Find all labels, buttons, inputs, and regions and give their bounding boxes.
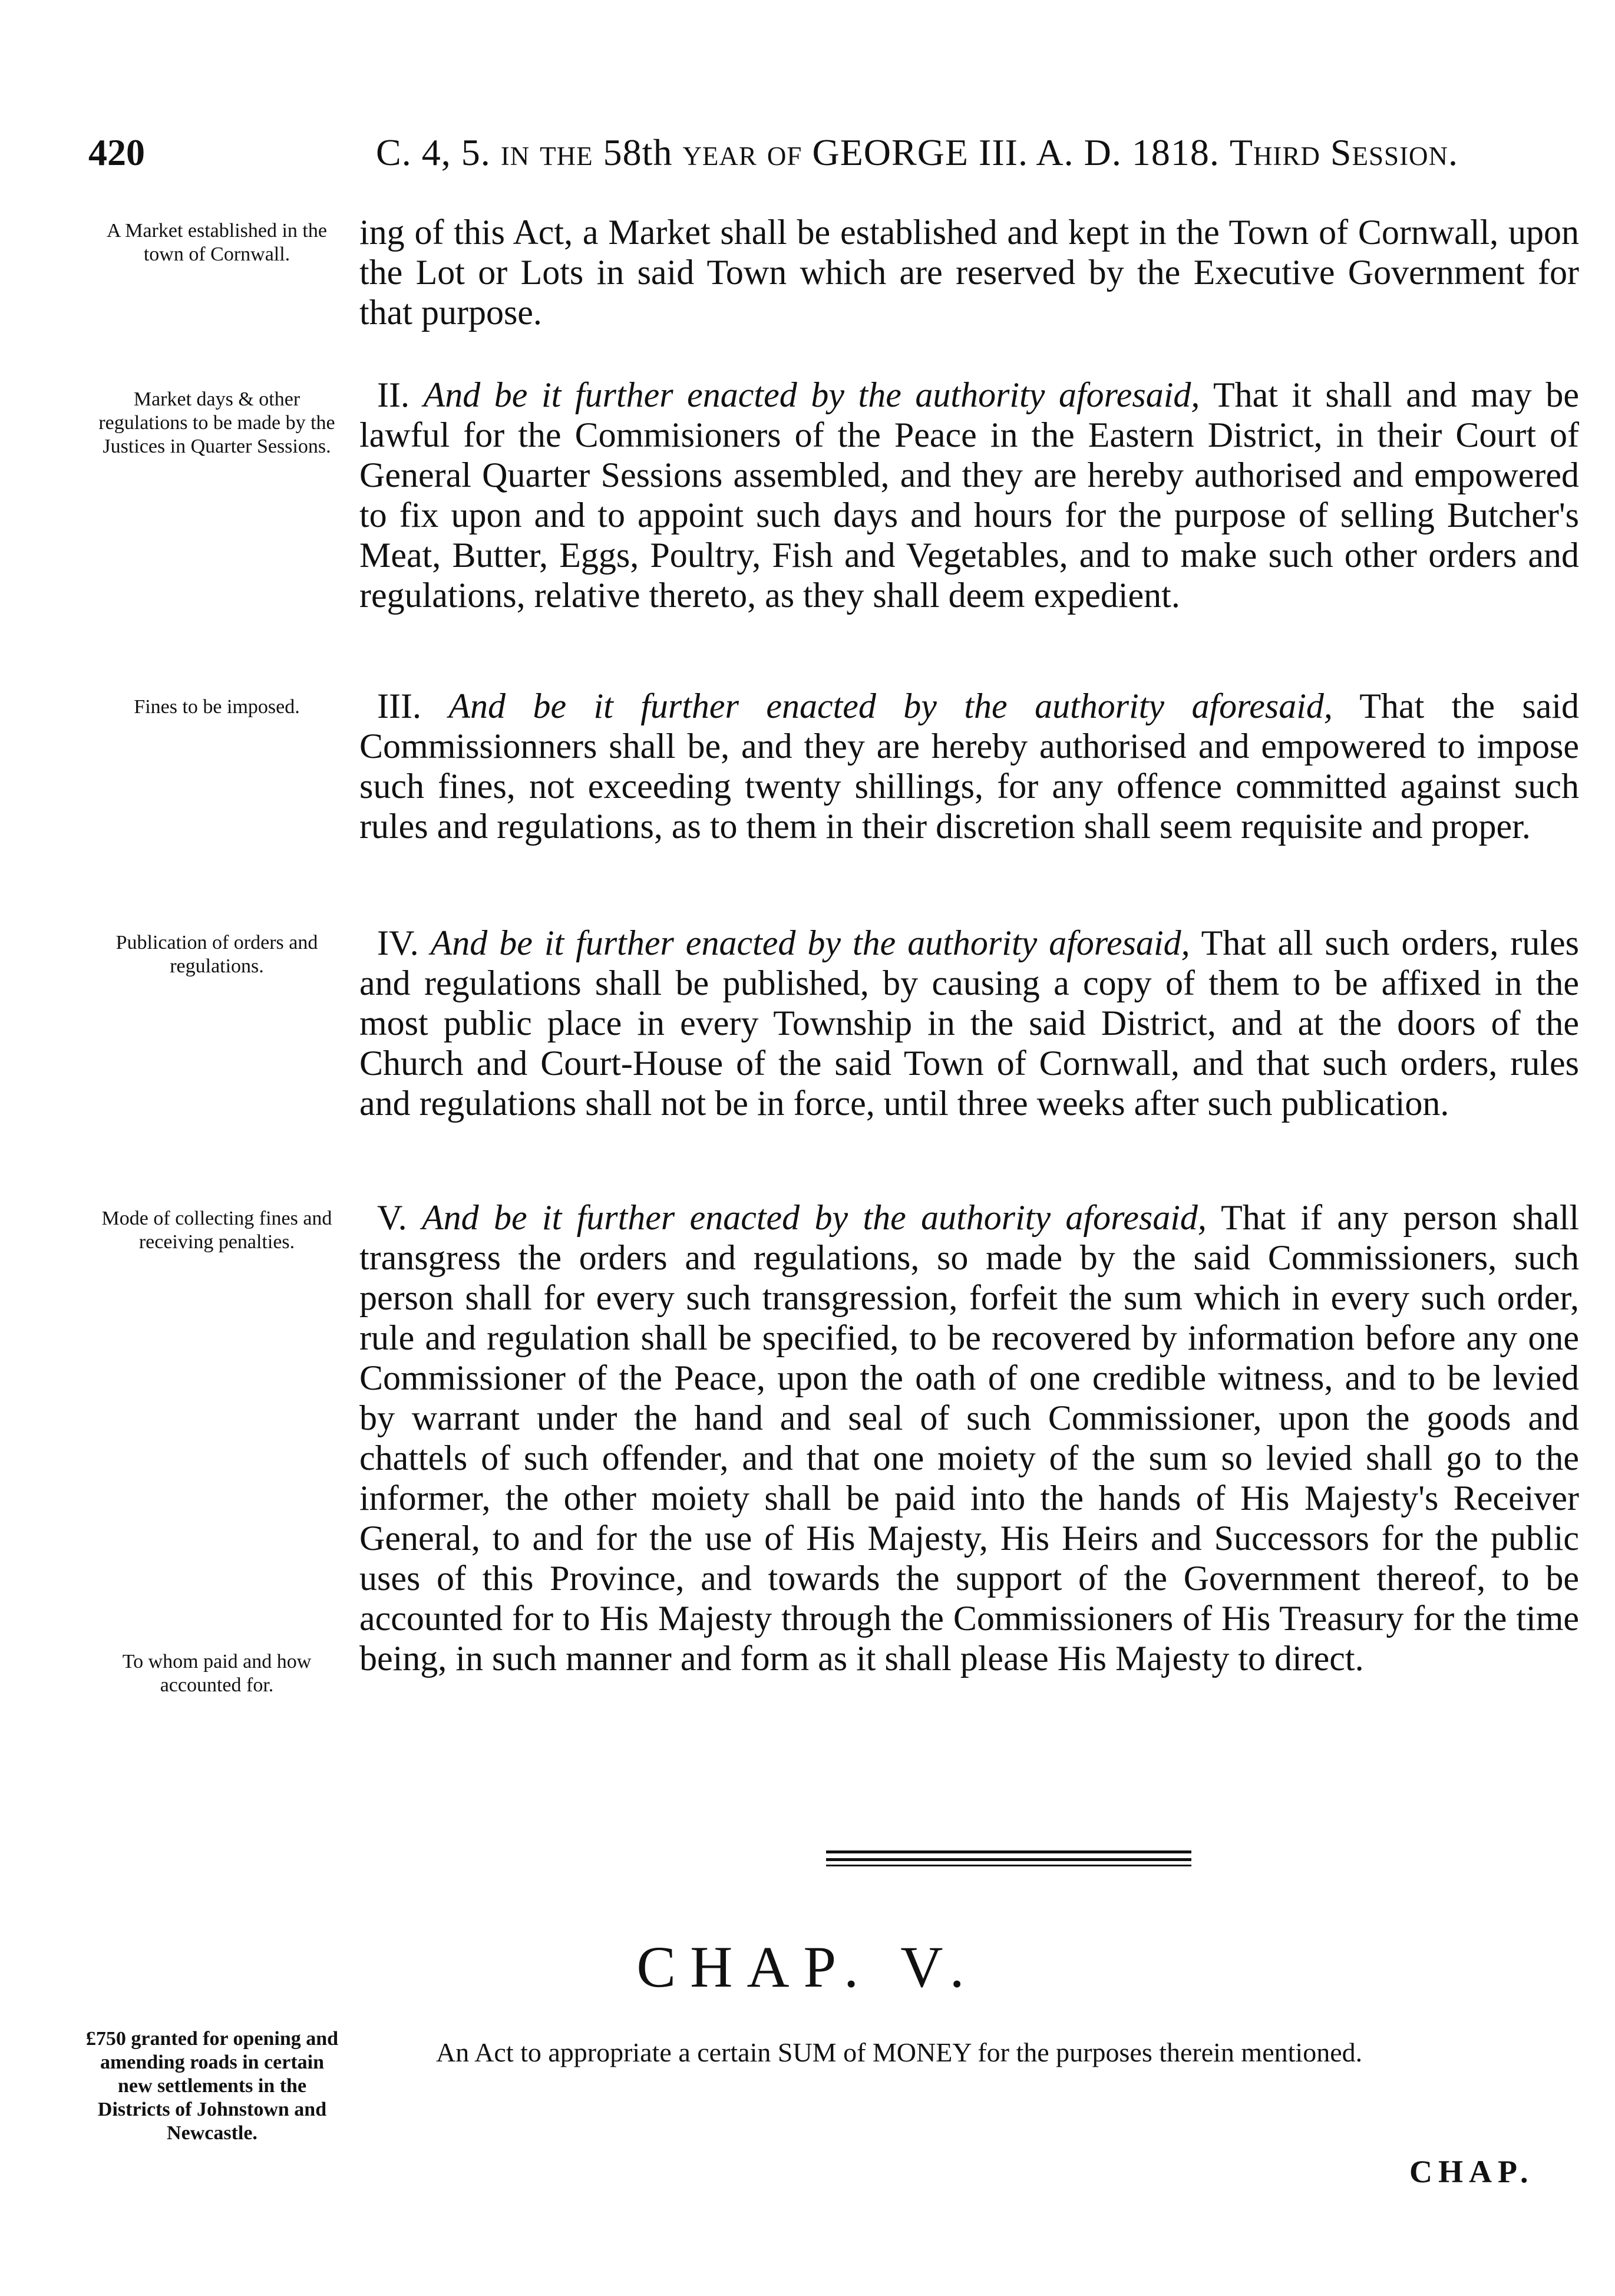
session: Third Session. [1229,131,1459,173]
running-header [88,131,1585,184]
section-3-text: That the said Commissionners shall be, and they are hereby authorised and empowered to impose such fines, not exceeding twenty shillings, for any offence committed against such rules and regulations, as to them in their discretion shall seem requisite and proper. [359,687,1580,846]
catchword: CHAP. [1409,2154,1534,2189]
section-5-text: That if any person shall transgress the orders and regulations, so made by the said Commissioners, such person shall for every such transgression, forfeit the sum which in every such order, rule and regulation shall be specified, to be recovered by information before any one Commissioner of the Peace, upon the oath of one credible witness, and to be levied by warrant under the hand and seal of such Commissioner, upon the goods and chattels of such offender, and that one moiety of the sum so levied shall go to the informer, the other moiety shall be paid into the hands of His Majesty's Receiver General, to and for the use of His Majesty, His Heirs and Successors for the public uses of this Province, and towards the support of the Government thereof, to be accounted for to His Majesty through the Commissioners of His Treasury for the time being, in such manner and form as it shall please His Majesty to direct. [359,1198,1580,1678]
section-5-number: V. [377,1198,407,1237]
section-3-number: III. [377,687,421,725]
chapter-ref: C. 4, 5. [376,131,491,173]
margin-note-market: A Market established in the town of Cornwall. [107,220,327,265]
margin-note-fines: Fines to be imposed. [134,696,300,718]
margin-note-grant: £750 granted for opening and amending roads in certain new settlements in the Districts of Johnstown and Newcastle. [85,2028,339,2144]
section-2-number: II. [377,375,409,414]
section-4-number: IV. [377,923,419,962]
section-2-text: That it shall and may be lawful for the Commisioners of the Peace in the Eastern District, in their Court of General Quarter Sessions assembled, and they are hereby authorised and empowered to fix upon and to appoint such days and hours for the purpose of selling Butcher's Meat, Butter, Eggs, Poultry, Fish and Vegetables, and to make such other orders and regulations, relative thereto, as they shall deem expedient. [359,375,1580,615]
in-the: in the [500,131,593,173]
reign: GEORGE III. A. D. 1818. [812,131,1220,173]
section-4-formula: And be it further enacted by the authority aforesaid, [430,923,1190,962]
section-5-formula: And be it further enacted by the authority aforesaid, [421,1198,1207,1237]
section-4-text: That all such orders, rules and regulations shall be published, by causing a copy of them to be affixed in the most public place in every Township in the said District, and at the doors of the Church and Court-House of the said Town of Cornwall, and that such orders, rules and regulations shall not be in force, until three weeks after such publication. [359,923,1580,1123]
section-4 [359,923,1579,1123]
margin-note-market-days: Market days & other regulations to be made by the Justices in Quarter Sessions. [98,388,335,457]
section-1 [359,212,1579,332]
margin-note-to-whom: To whom paid and how accounted for. [122,1651,312,1696]
page-number: 420 [88,131,145,173]
margin-note-mode: Mode of collecting fines and receiving penalties. [101,1208,332,1253]
margin-note-publication: Publication of orders and regulations. [115,932,318,977]
section-divider-rule [826,1850,1191,1866]
act-title: An Act to appropriate a certain SUM of MONEY for the purposes therein mentioned. [436,2037,1363,2067]
year: 58th [603,131,673,173]
chapter-title: CHAP. V. [636,1934,979,2000]
year-of: year of [682,131,802,173]
section-2 [359,375,1579,615]
section-3-formula: And be it further enacted by the authority aforesaid, [448,687,1333,725]
section-1-text: ing of this Act, a Market shall be established and kept in the Town of Cornwall, upon the Lot or Lots in said Town which are reserved by the Executive Government for that purpose. [359,213,1579,332]
section-3 [359,686,1579,846]
section-5 [359,1198,1579,1678]
running-head-text [376,131,1458,174]
section-2-formula: And be it further enacted by the authority aforesaid, [423,375,1200,414]
